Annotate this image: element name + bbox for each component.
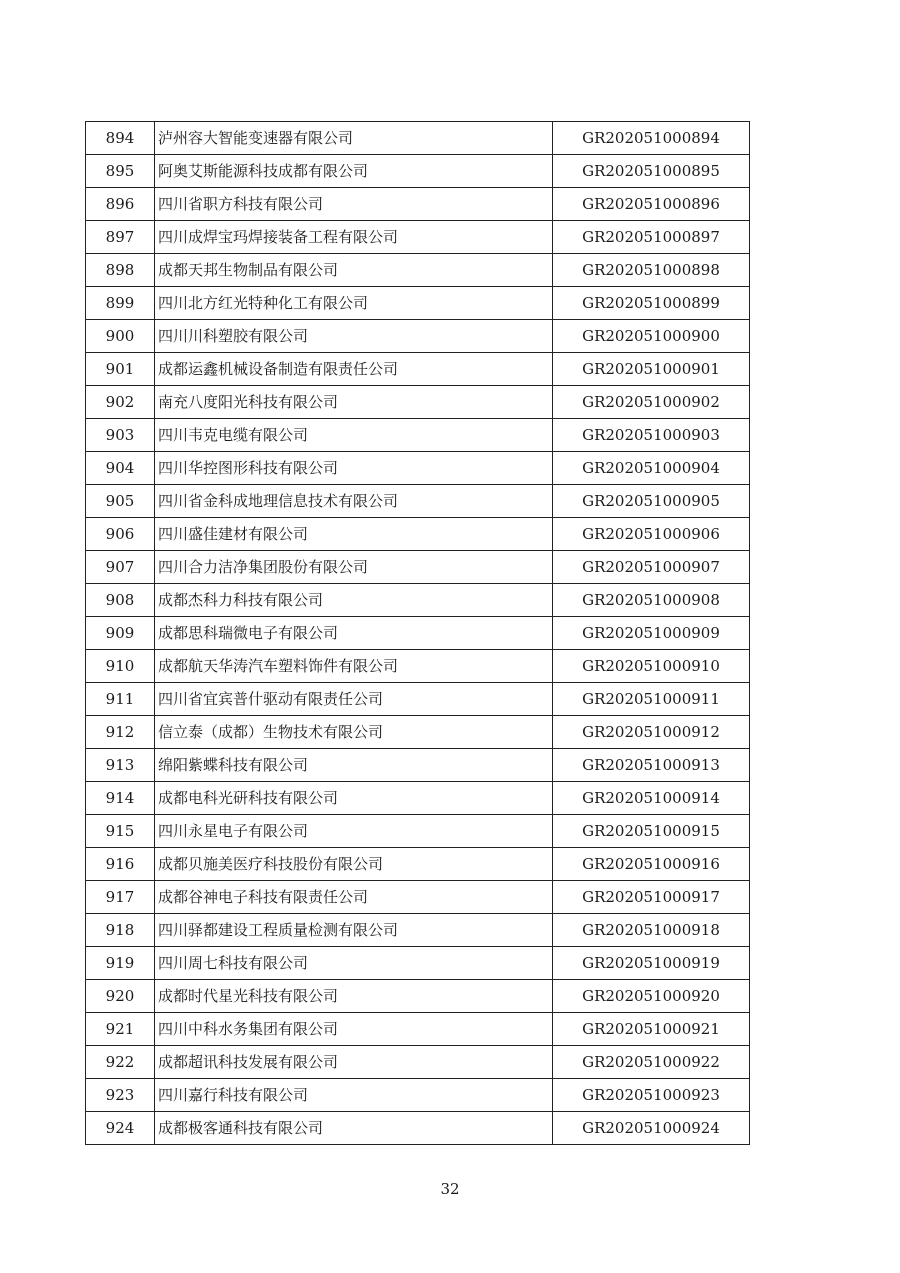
table-row <box>86 188 750 221</box>
table-row <box>86 419 750 452</box>
company-name-cell: 成都谷神电子科技有限责任公司 <box>155 881 553 914</box>
company-name-cell: 四川永星电子有限公司 <box>155 815 553 848</box>
table-row <box>86 584 750 617</box>
company-name-cell: 四川省金科成地理信息技术有限公司 <box>155 485 553 518</box>
certificate-code-cell: GR202051000905 <box>553 485 750 518</box>
certificate-code-cell: GR202051000897 <box>553 221 750 254</box>
table-row <box>86 683 750 716</box>
row-number-cell: 899 <box>86 287 155 320</box>
company-name-cell: 阿奥艾斯能源科技成都有限公司 <box>155 155 553 188</box>
certificate-code-cell: GR202051000916 <box>553 848 750 881</box>
table-row <box>86 485 750 518</box>
table-row <box>86 122 750 155</box>
certificate-code-cell: GR202051000903 <box>553 419 750 452</box>
company-name-cell: 成都航天华涛汽车塑料饰件有限公司 <box>155 650 553 683</box>
table-row <box>86 782 750 815</box>
row-number-cell: 902 <box>86 386 155 419</box>
table-row <box>86 947 750 980</box>
certificate-code-cell: GR202051000894 <box>553 122 750 155</box>
table-row <box>86 254 750 287</box>
company-name-cell: 泸州容大智能变速器有限公司 <box>155 122 553 155</box>
company-name-cell: 成都运鑫机械设备制造有限责任公司 <box>155 353 553 386</box>
company-name-cell: 四川省职方科技有限公司 <box>155 188 553 221</box>
row-number-cell: 895 <box>86 155 155 188</box>
table-row <box>86 914 750 947</box>
certificate-code-cell: GR202051000924 <box>553 1112 750 1145</box>
row-number-cell: 924 <box>86 1112 155 1145</box>
table-row <box>86 1013 750 1046</box>
row-number-cell: 912 <box>86 716 155 749</box>
certificate-code-cell: GR202051000907 <box>553 551 750 584</box>
row-number-cell: 919 <box>86 947 155 980</box>
certificate-code-cell: GR202051000902 <box>553 386 750 419</box>
row-number-cell: 907 <box>86 551 155 584</box>
certificate-code-cell: GR202051000901 <box>553 353 750 386</box>
certificate-code-cell: GR202051000920 <box>553 980 750 1013</box>
company-name-cell: 四川北方红光特种化工有限公司 <box>155 287 553 320</box>
row-number-cell: 910 <box>86 650 155 683</box>
company-name-cell: 四川合力洁净集团股份有限公司 <box>155 551 553 584</box>
company-name-cell: 信立泰（成都）生物技术有限公司 <box>155 716 553 749</box>
row-number-cell: 923 <box>86 1079 155 1112</box>
certificate-code-cell: GR202051000895 <box>553 155 750 188</box>
row-number-cell: 894 <box>86 122 155 155</box>
company-name-cell: 四川周七科技有限公司 <box>155 947 553 980</box>
table-row <box>86 221 750 254</box>
table-row <box>86 650 750 683</box>
table-row <box>86 716 750 749</box>
row-number-cell: 900 <box>86 320 155 353</box>
certificate-code-cell: GR202051000898 <box>553 254 750 287</box>
row-number-cell: 901 <box>86 353 155 386</box>
company-name-cell: 四川中科水务集团有限公司 <box>155 1013 553 1046</box>
table-row <box>86 287 750 320</box>
table-row <box>86 155 750 188</box>
row-number-cell: 905 <box>86 485 155 518</box>
row-number-cell: 903 <box>86 419 155 452</box>
certificate-code-cell: GR202051000906 <box>553 518 750 551</box>
certificate-code-cell: GR202051000908 <box>553 584 750 617</box>
certificate-code-cell: GR202051000918 <box>553 914 750 947</box>
row-number-cell: 909 <box>86 617 155 650</box>
page-number: 32 <box>440 1180 460 1198</box>
row-number-cell: 920 <box>86 980 155 1013</box>
certificate-code-cell: GR202051000923 <box>553 1079 750 1112</box>
company-name-cell: 成都杰科力科技有限公司 <box>155 584 553 617</box>
company-name-cell: 绵阳紫蝶科技有限公司 <box>155 749 553 782</box>
table-body <box>86 122 750 1145</box>
certificate-code-cell: GR202051000899 <box>553 287 750 320</box>
table-row <box>86 815 750 848</box>
certificate-code-cell: GR202051000900 <box>553 320 750 353</box>
table-row <box>86 1079 750 1112</box>
company-name-cell: 四川盛佳建材有限公司 <box>155 518 553 551</box>
certificate-code-cell: GR202051000911 <box>553 683 750 716</box>
certificate-code-cell: GR202051000910 <box>553 650 750 683</box>
table-row <box>86 320 750 353</box>
certificate-code-cell: GR202051000917 <box>553 881 750 914</box>
row-number-cell: 913 <box>86 749 155 782</box>
company-name-cell: 成都时代星光科技有限公司 <box>155 980 553 1013</box>
row-number-cell: 904 <box>86 452 155 485</box>
row-number-cell: 922 <box>86 1046 155 1079</box>
table-row <box>86 353 750 386</box>
company-name-cell: 四川川科塑胶有限公司 <box>155 320 553 353</box>
company-name-cell: 四川省宜宾普什驱动有限责任公司 <box>155 683 553 716</box>
table-row <box>86 551 750 584</box>
table-row <box>86 749 750 782</box>
certificate-code-cell: GR202051000921 <box>553 1013 750 1046</box>
table-row <box>86 1112 750 1145</box>
certificate-code-cell: GR202051000896 <box>553 188 750 221</box>
row-number-cell: 921 <box>86 1013 155 1046</box>
row-number-cell: 916 <box>86 848 155 881</box>
certificate-code-cell: GR202051000914 <box>553 782 750 815</box>
table-row <box>86 1046 750 1079</box>
company-name-cell: 四川嘉行科技有限公司 <box>155 1079 553 1112</box>
table-row <box>86 386 750 419</box>
table-row <box>86 881 750 914</box>
row-number-cell: 897 <box>86 221 155 254</box>
certificate-code-cell: GR202051000912 <box>553 716 750 749</box>
certificate-code-cell: GR202051000913 <box>553 749 750 782</box>
company-name-cell: 四川驿都建设工程质量检测有限公司 <box>155 914 553 947</box>
certificate-code-cell: GR202051000904 <box>553 452 750 485</box>
row-number-cell: 911 <box>86 683 155 716</box>
table-row <box>86 980 750 1013</box>
row-number-cell: 906 <box>86 518 155 551</box>
row-number-cell: 914 <box>86 782 155 815</box>
table-row <box>86 617 750 650</box>
row-number-cell: 915 <box>86 815 155 848</box>
row-number-cell: 908 <box>86 584 155 617</box>
company-name-cell: 成都天邦生物制品有限公司 <box>155 254 553 287</box>
row-number-cell: 898 <box>86 254 155 287</box>
certificate-code-cell: GR202051000915 <box>553 815 750 848</box>
company-name-cell: 成都超讯科技发展有限公司 <box>155 1046 553 1079</box>
company-name-cell: 成都极客通科技有限公司 <box>155 1112 553 1145</box>
company-name-cell: 四川韦克电缆有限公司 <box>155 419 553 452</box>
company-name-cell: 成都思科瑞微电子有限公司 <box>155 617 553 650</box>
company-name-cell: 成都贝施美医疗科技股份有限公司 <box>155 848 553 881</box>
company-name-cell: 四川华控图形科技有限公司 <box>155 452 553 485</box>
table-row <box>86 848 750 881</box>
certificate-code-cell: GR202051000909 <box>553 617 750 650</box>
company-name-cell: 成都电科光研科技有限公司 <box>155 782 553 815</box>
company-name-cell: 南充八度阳光科技有限公司 <box>155 386 553 419</box>
certificate-code-cell: GR202051000919 <box>553 947 750 980</box>
row-number-cell: 896 <box>86 188 155 221</box>
row-number-cell: 917 <box>86 881 155 914</box>
company-list-table <box>85 121 750 1145</box>
table-row <box>86 518 750 551</box>
company-name-cell: 四川成焊宝玛焊接装备工程有限公司 <box>155 221 553 254</box>
row-number-cell: 918 <box>86 914 155 947</box>
certificate-code-cell: GR202051000922 <box>553 1046 750 1079</box>
table-row <box>86 452 750 485</box>
